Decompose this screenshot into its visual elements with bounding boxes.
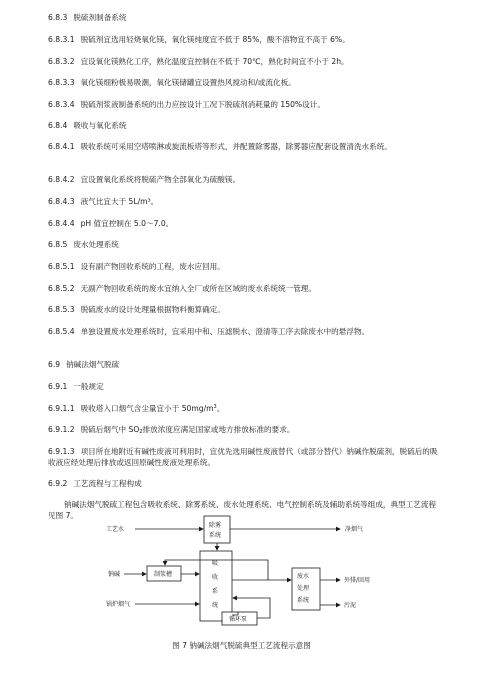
heading-6-9: 6.9 钠碱法烟气脱硫 [48,360,120,369]
clause-6-8-3-1: 6.8.3.1 脱硫剂宜选用轻烧氧化镁，氧化镁纯度宜不低于 85%，酸不溶物宜不高于 6%。 [48,35,350,44]
label-wastewater-3: 系统 [297,597,310,604]
label-clean-gas: 净烟气 [345,526,364,533]
heading-6-8-3: 6.8.3 脱硫剂制备系统 [48,13,127,22]
label-wastewater-1: 废水 [297,573,310,580]
heading-6-8-4: 6.8.4 吸收与氧化系统 [48,121,127,130]
label-alkali: 钠碱 [108,571,121,578]
label-circ-pump: 循环泵 [229,616,248,623]
clause-6-9-1-2: 6.9.1.2 脱硫后烟气中 $SO_2$排放浓度应满足国家或地方排放标准的要求。 [48,425,295,435]
label-process-water: 工艺水 [106,526,125,533]
clause-6-8-3-4: 6.8.3.4 脱硫剂浆液制备系统的出力应按设计工况下脱硫剂消耗量的 150%设计。 [48,100,325,109]
label-absorb-4: 统 [212,602,219,609]
label-wastewater-2: 处理 [297,585,310,592]
clause-6-8-5-3: 6.8.5.3 脱硫废水的设计处理量根据物料衡算确定。 [48,305,225,314]
label-reuse: 外排/回用 [344,577,371,584]
clause-6-8-5-2: 6.8.5.2 无副产物回收系统的废水宜纳入全厂或所在区域的废水系统统一管理。 [48,284,316,293]
heading-6-9-1: 6.9.1 一般规定 [48,382,104,391]
label-prep: 制浆槽 [154,571,173,578]
label-absorb-1: 吸 [212,560,219,567]
clause-6-9-1-3: 6.9.1.3 项目所在地附近有碱性废液可利用时，宜优先选用碱性废液替代（或部分替代）钠碱作脱硫剂，脱硫后的吸收液应经处理后排放或返回原碱性废液处理系统。 [48,447,438,467]
clause-6-8-5-1: 6.8.5.1 设有副产物回收系统的工程，废水应回用。 [48,262,225,271]
label-demister-2: 系统 [209,532,222,539]
clause-6-8-3-3: 6.8.3.3 氧化镁细粉极易吸潮，氧化镁储罐宜设置热风搅动和/或流化板。 [48,78,296,87]
heading-6-8-5: 6.8.5 废水处理系统 [48,240,119,249]
heading-6-9-2: 6.9.2 工艺流程与工程构成 [48,479,142,488]
label-boiler-gas: 锅炉烟气 [106,601,131,608]
paragraph-6-9-2: 钠碱法烟气脱硫工程包含吸收系统、除雾系统、废水处理系统、电气控制系统及辅助系统等组成，典型工艺流程见图 7。 [48,500,437,520]
clause-6-8-5-4: 6.8.5.4 单独设置废水处理系统时，宜采用中和、压滤脱水、澄清等工序去除废水中的悬浮物。 [48,327,370,336]
clause-6-8-4-1: 6.8.4.1 吸收系统可采用空塔喷淋或旋流板塔等形式，并配置除雾器，除雾器应配套设置清洗水系统。 [48,142,392,151]
clause-6-8-4-3: 6.8.4.3 液气比宜大于 5L/m³。 [48,197,159,206]
label-absorb-3: 系 [212,588,219,595]
clause-6-8-4-4: 6.8.4.4 pH 值宜控制在 5.0～7.0。 [48,219,174,228]
clause-6-8-4-2: 6.8.4.2 宜设置氧化系统将脱硫产物全部氧化为硫酸镁。 [48,175,241,184]
figure-caption: 图 7 钠碱法烟气脱硫典型工艺流程示意图 [172,641,311,650]
label-absorb-2: 收 [212,574,219,581]
clause-6-8-3-2: 6.8.3.2 宜设氧化镁熟化工序，熟化温度宜控制在不低于 70℃，熟化时间宜不小于 2h。 [48,57,349,66]
clause-6-9-1-1: 6.9.1.1 吸收塔入口烟气含尘量宜小于 $50mg/m^3$。 [48,404,225,413]
label-demister-1: 除雾 [209,522,222,529]
label-sludge: 污泥 [344,602,357,609]
